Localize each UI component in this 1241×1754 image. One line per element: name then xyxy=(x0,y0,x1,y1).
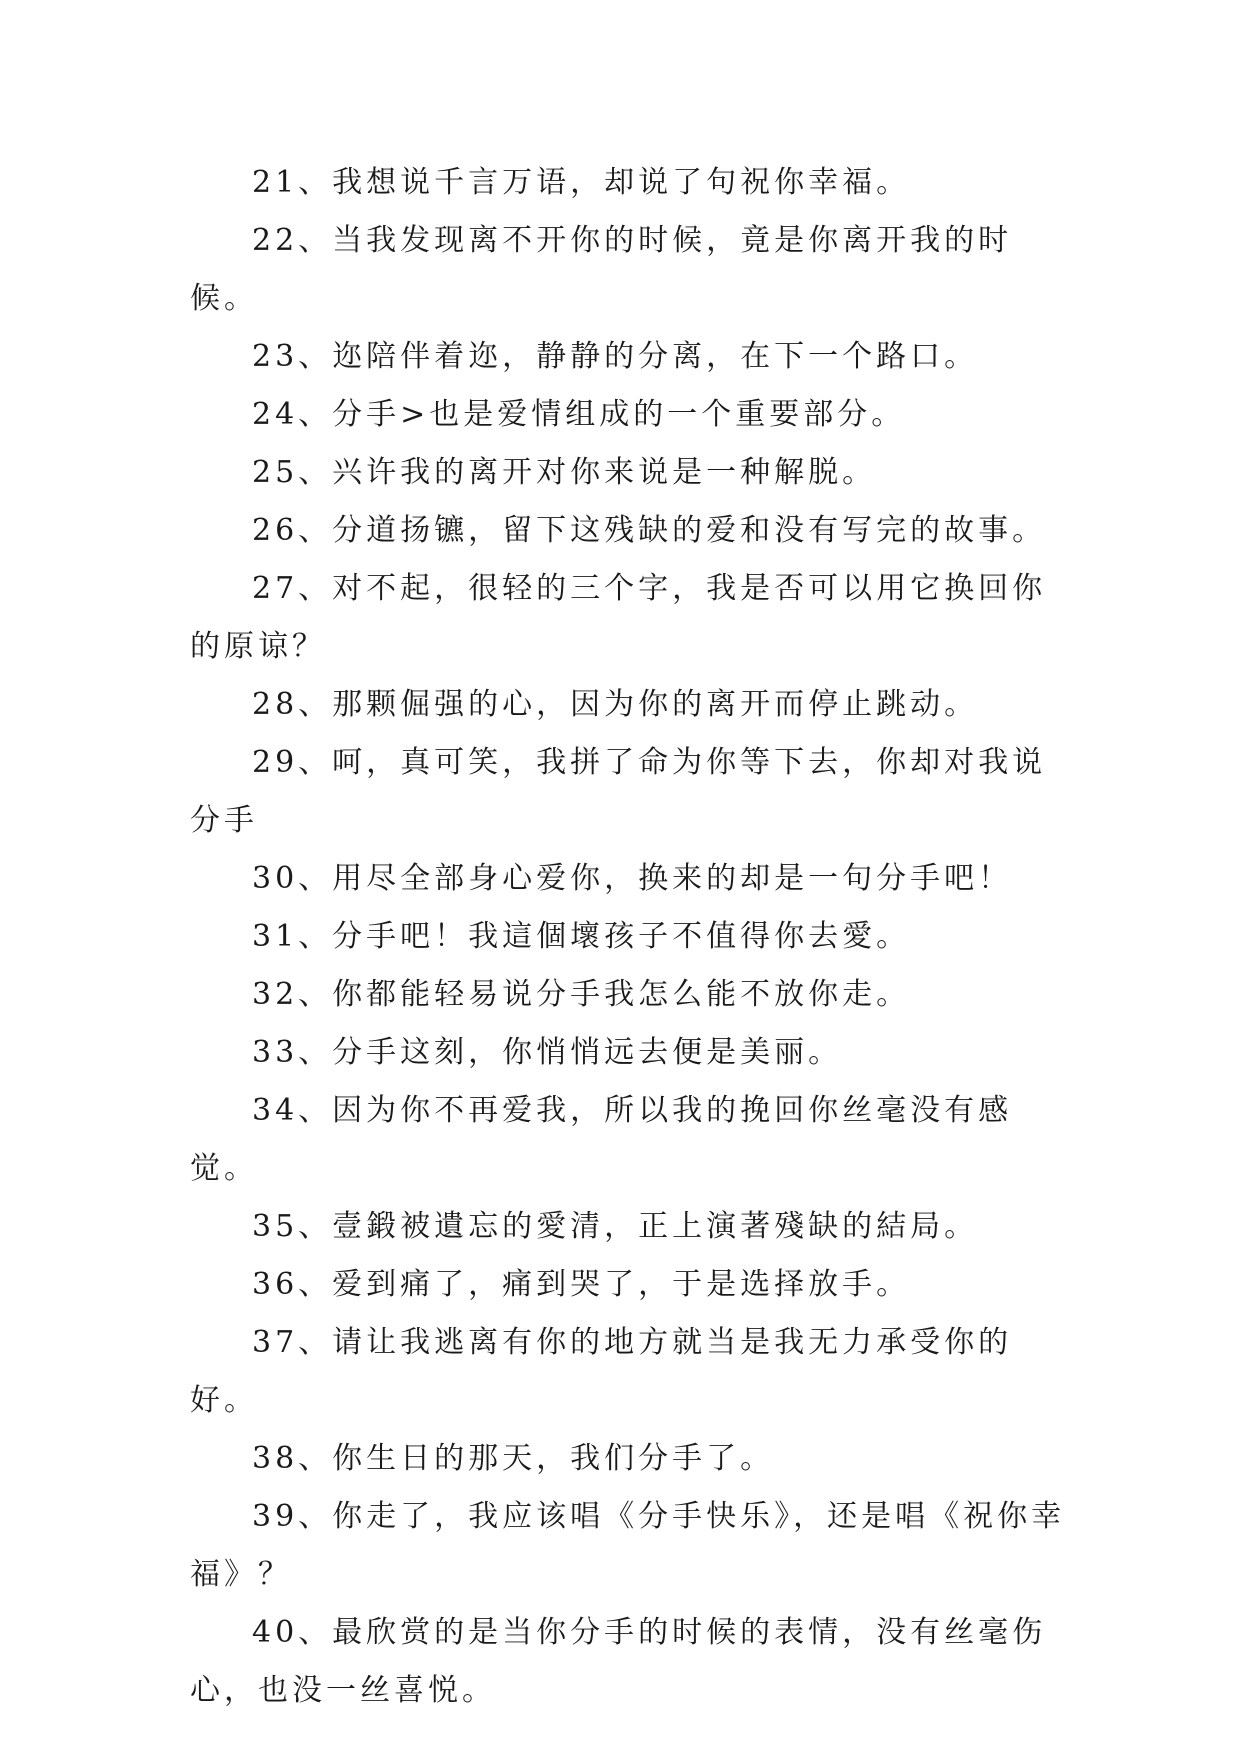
quote-39: 39、你走了，我应该唱《分手快乐》，还是唱《祝你幸福》？ xyxy=(190,1499,1066,1592)
document-body xyxy=(190,154,1070,1720)
quote-24: 24、分手>也是爱情组成的一个重要部分。 xyxy=(252,397,906,432)
quote-26: 26、分道扬镳，留下这残缺的爱和没有写完的故事。 xyxy=(252,513,1047,548)
quote-38: 38、你生日的那天，我们分手了。 xyxy=(252,1441,775,1476)
quote-35: 35、壹鍛被遺忘的愛清，正上演著殘缺的結局。 xyxy=(252,1209,979,1244)
quote-34: 34、因为你不再爱我，所以我的挽回你丝毫没有感觉。 xyxy=(190,1093,1013,1186)
quote-31: 31、分手吧！我這個壞孩子不值得你去愛。 xyxy=(252,919,911,954)
quote-25: 25、兴许我的离开对你来说是一种解脱。 xyxy=(252,455,877,490)
quote-27: 27、对不起，很轻的三个字，我是否可以用它换回你的原谅？ xyxy=(190,571,1047,664)
quote-29: 29、呵，真可笑，我拼了命为你等下去，你却对我说分手 xyxy=(190,745,1047,838)
quote-37: 37、请让我逃离有你的地方就当是我无力承受你的好。 xyxy=(190,1325,1013,1418)
quote-23: 23、迩陪伴着迩，静静的分离，在下一个路口。 xyxy=(252,339,979,374)
quote-21: 21、我想说千言万语，却说了句祝你幸福。 xyxy=(252,165,911,200)
quote-30: 30、用尽全部身心爱你，换来的却是一句分手吧！ xyxy=(252,861,1013,896)
quote-28: 28、那颗倔强的心，因为你的离开而停止跳动。 xyxy=(252,687,979,722)
quote-22: 22、当我发现离不开你的时候，竟是你离开我的时候。 xyxy=(190,223,1013,316)
quote-36: 36、爱到痛了，痛到哭了，于是选择放手。 xyxy=(252,1267,911,1302)
quote-32: 32、你都能轻易说分手我怎么能不放你走。 xyxy=(252,977,911,1012)
quote-40: 40、最欣赏的是当你分手的时候的表情，没有丝毫伤心，也没一丝喜悦。 xyxy=(190,1615,1047,1708)
quote-33: 33、分手这刻，你悄悄远去便是美丽。 xyxy=(252,1035,843,1070)
